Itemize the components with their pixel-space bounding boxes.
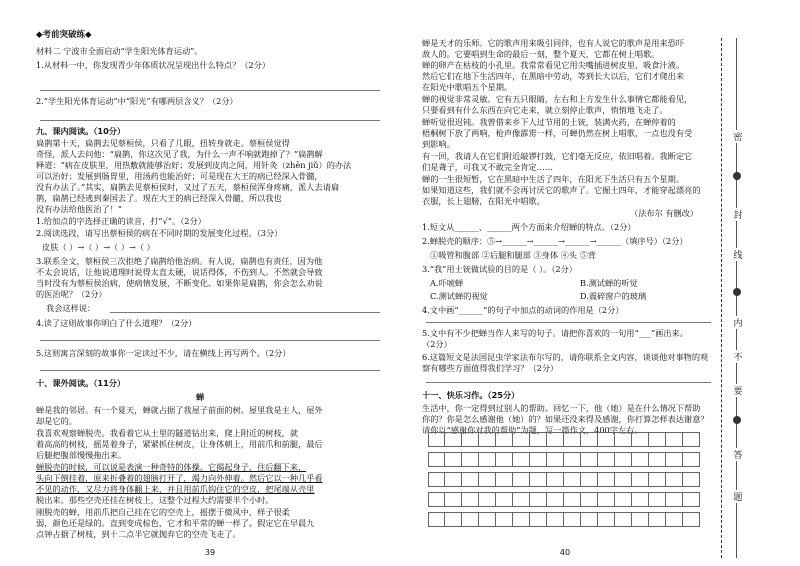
grid-cell[interactable] — [683, 492, 700, 507]
binding-dot — [733, 416, 741, 424]
grid-cell[interactable] — [547, 432, 564, 447]
grid-row — [428, 472, 700, 487]
grid-cell[interactable] — [479, 432, 496, 447]
answer-line — [40, 90, 380, 91]
margin-char: 不 — [731, 350, 745, 363]
grid-cell[interactable] — [632, 512, 649, 527]
grid-cell[interactable] — [683, 472, 700, 487]
margin-char: 封 — [731, 208, 745, 221]
grid-cell[interactable] — [530, 432, 547, 447]
margin-char: 题 — [731, 490, 745, 503]
passage-title: 蝉 — [196, 392, 205, 402]
answer-line — [426, 382, 711, 383]
margin-char: 线 — [731, 248, 745, 261]
grid-cell[interactable] — [666, 512, 683, 527]
grid-cell[interactable] — [479, 512, 496, 527]
grid-cell[interactable] — [564, 492, 581, 507]
grid-cell[interactable] — [445, 472, 462, 487]
binding-line — [721, 38, 722, 558]
right-page: 蝉是天才的乐师。它的歌声用来吸引同伴，也有人说它的歌声是用来恐吓 敌人的。它要唱到生命的最后一刻，整个夏天，它都在树上唱歌。 蝉的卵产在枯枝的小孔里。我常常看见它用尖嘴插进树皮里，吸食汁液。 然后它们在地下生活四年，在黑暗中劳动，等到长大以后，它们才爬出来 在阳光中歌唱五个星期。 蝉的视觉非常灵敏。它有五只眼睛，左右和上方发生什么事情它都能看见， 只要看到有什么东西在向它走来，就立刻停止歌声，悄悄地飞走了。 蝉听觉很迟钝。我曾借来乡下人过节用的土铳，装满火药，在蝉停着的 梧桐树下放了两响，枪声像霹雳一样，可蝉仍然在树上唱歌，一点也没有受 到影响。 有一回，我请人在它们附近敲锣打鼓，它们毫无反应，依旧唱着。我断定它 们是聋子，可我又不敢完全肯定…… 蝉的一生很短暂，它在黑暗中生活了四年，在阳光下生活只有五个星期。 如果知道这些，我们就不会再讨厌它的歌声了。它掘土四年，才能穿起漂亮的 衣服，长上翅膀，在阳光中唱歌。 （法布尔 有删改） 1.短文从______、______两个方面来介绍蝉的特点。（2分） 2.蝉脱壳的顺序：⑤→______→______→______→______（填序号）（2分） ①吸管和腹部 ②后腿和腿部 ③身体 ④头 ⑤背 3.“我”用土铳做试验的目的是（ ）。（2分） A.吓唬蝉 B.测试蝉的听觉 C.测试蝉的视觉 D.震碎窗户的玻璃 4.文中画“______”的句子中加点的动词的作用是（2分） 5.文中有不少把蝉当作人来写的句子。请把你喜欢的一句用“___”画出来。 （2分） 6.这篇短文是法国昆虫学家法布尔写的，请你联系全文内容，谈谈他对事物的观 察有哪些方面值得我们学习？（2分） 十一、快乐习作。（25分） 生活中，你一定得到过别人的帮助。回忆一下，他（她）是在什么情况下帮助 你的？你是怎么感谢他（她）的？如果还没来得及感谢，你打算怎样表达谢意？ 请你以“感谢你对我的帮助”为题，写一篇作文，400字左右。 40 — [400, 0, 718, 566]
grid-cell[interactable] — [445, 512, 462, 527]
grid-cell[interactable] — [649, 512, 666, 527]
question-9-5: 5.这则寓言深刻的故事你一定读过不少，请在横线上再写两个。（2分） — [36, 348, 291, 358]
margin-char: 要 — [731, 384, 745, 397]
grid-cell[interactable] — [564, 472, 581, 487]
passage-source: （法布尔 有删改） — [630, 208, 699, 218]
grid-cell[interactable] — [496, 512, 513, 527]
grid-cell[interactable] — [666, 492, 683, 507]
option-d: D.震碎窗户的玻璃 — [580, 291, 647, 301]
grid-cell[interactable] — [462, 452, 479, 467]
grid-cell[interactable] — [530, 512, 547, 527]
grid-cell[interactable] — [615, 512, 632, 527]
composition-grid[interactable] — [428, 432, 700, 527]
grid-cell[interactable] — [496, 492, 513, 507]
page-number: 40 — [559, 548, 571, 557]
grid-cell[interactable] — [530, 492, 547, 507]
answer-line — [426, 322, 711, 323]
grid-cell[interactable] — [666, 432, 683, 447]
grid-cell[interactable] — [445, 432, 462, 447]
question-10-6-cont: 察有哪些方面值得我们学习？（2分） — [422, 363, 559, 373]
grid-cell[interactable] — [479, 472, 496, 487]
question-9-2: 2.阅读选段，请写出蔡桓侯的病在不同时期的发展变化过程。（3分） — [36, 228, 283, 238]
grid-cell[interactable] — [462, 472, 479, 487]
answer-line — [40, 120, 380, 121]
grid-cell[interactable] — [581, 492, 598, 507]
grid-cell[interactable] — [632, 452, 649, 467]
question-10-5: 5.文中有不少把蝉当作人来写的句子。请把你喜欢的一句用“___”画出来。 — [422, 328, 688, 338]
grid-cell[interactable] — [513, 492, 530, 507]
answer-line — [110, 312, 380, 313]
grid-cell[interactable] — [615, 452, 632, 467]
question-10-6: 6.这篇短文是法国昆虫学家法布尔写的，请你联系全文内容，谈谈他对事物的观 — [422, 352, 709, 362]
grid-cell[interactable] — [564, 432, 581, 447]
grid-cell[interactable] — [513, 472, 530, 487]
grid-cell[interactable] — [632, 432, 649, 447]
grid-cell[interactable] — [530, 472, 547, 487]
grid-cell[interactable] — [598, 452, 615, 467]
grid-cell[interactable] — [462, 512, 479, 527]
section-11-title: 十一、快乐习作。（25分） — [422, 390, 520, 400]
grid-cell[interactable] — [445, 492, 462, 507]
grid-cell[interactable] — [683, 452, 700, 467]
answer-line — [40, 370, 380, 371]
grid-cell[interactable] — [598, 432, 615, 447]
question-10-2: 2.蝉脱壳的顺序：⑤→______→______→______→______（填序号）（2分） — [422, 236, 688, 246]
question-2: 2.“学生阳光体育运动”中“阳光”有哪两层含义？（2分） — [36, 96, 238, 106]
page-number: 39 — [204, 548, 216, 557]
grid-cell[interactable] — [615, 472, 632, 487]
section-9-title: 九、课内阅读。（10分） — [36, 126, 126, 136]
grid-row — [428, 452, 700, 467]
question-10-1: 1.短文从______、______两个方面来介绍蝉的特点。（2分） — [422, 222, 636, 232]
grid-cell[interactable] — [581, 432, 598, 447]
grid-row — [428, 432, 700, 447]
material-two: 材料二 宁波市全面启动“学生阳光体育运动”。 — [36, 46, 203, 56]
grid-cell[interactable] — [666, 472, 683, 487]
grid-cell[interactable] — [428, 492, 445, 507]
grid-cell[interactable] — [547, 452, 564, 467]
grid-cell[interactable] — [581, 512, 598, 527]
margin-char: 内 — [731, 316, 745, 329]
answer-line — [40, 340, 380, 341]
grid-cell[interactable] — [649, 432, 666, 447]
grid-cell[interactable] — [445, 452, 462, 467]
grid-cell[interactable] — [615, 492, 632, 507]
section-10-title: 十、课外阅读。（11分） — [36, 378, 126, 388]
option-c: C.测试蝉的视觉 — [430, 291, 488, 301]
grid-cell[interactable] — [496, 432, 513, 447]
question-10-2-options: ①吸管和腹部 ②后腿和腿部 ③身体 ④头 ⑤背 — [430, 250, 596, 260]
option-b: B.测试蝉的听觉 — [580, 278, 638, 288]
grid-cell[interactable] — [513, 452, 530, 467]
margin-char: 密 — [731, 130, 745, 143]
binding-dot — [733, 172, 741, 180]
grid-cell[interactable] — [479, 452, 496, 467]
grid-cell[interactable] — [428, 512, 445, 527]
grid-cell[interactable] — [683, 512, 700, 527]
question-9-1: 1.给加点的字选择正确的读音，打“√”。（2分） — [36, 216, 206, 226]
grid-cell[interactable] — [683, 432, 700, 447]
grid-cell[interactable] — [581, 452, 598, 467]
grid-cell[interactable] — [649, 452, 666, 467]
grid-cell[interactable] — [496, 472, 513, 487]
grid-cell[interactable] — [513, 432, 530, 447]
grid-cell[interactable] — [564, 512, 581, 527]
grid-cell[interactable] — [547, 472, 564, 487]
question-10-3: 3.“我”用土铳做试验的目的是（ ）。（2分） — [422, 264, 577, 274]
grid-cell[interactable] — [479, 492, 496, 507]
section-header: ◆考前突破练◆ — [36, 30, 92, 40]
grid-cell[interactable] — [428, 432, 445, 447]
grid-cell[interactable] — [564, 452, 581, 467]
question-10-4: 4.文中画“______”的句子中加点的动词的作用是（2分） — [422, 305, 624, 315]
grid-cell[interactable] — [513, 512, 530, 527]
question-1: 1.从材料一中，你发现青少年体质状况呈现出什么特点？（2分） — [36, 60, 271, 70]
grid-row — [428, 512, 700, 527]
grid-cell[interactable] — [649, 492, 666, 507]
grid-cell[interactable] — [632, 492, 649, 507]
grid-cell[interactable] — [462, 492, 479, 507]
grid-cell[interactable] — [581, 472, 598, 487]
question-10-5-score: （2分） — [422, 339, 452, 349]
grid-cell[interactable] — [428, 452, 445, 467]
option-a: A.吓唬蝉 — [430, 278, 464, 288]
grid-cell[interactable] — [598, 512, 615, 527]
grid-cell[interactable] — [666, 452, 683, 467]
grid-cell[interactable] — [462, 432, 479, 447]
margin-char: 答 — [731, 448, 745, 461]
grid-cell[interactable] — [530, 452, 547, 467]
grid-cell[interactable] — [547, 492, 564, 507]
grid-cell[interactable] — [632, 472, 649, 487]
question-9-3-prompt: 我会这样说： — [46, 303, 96, 313]
grid-cell[interactable] — [598, 492, 615, 507]
grid-cell[interactable] — [598, 472, 615, 487]
binding-border — [736, 38, 737, 558]
grid-row — [428, 492, 700, 507]
question-9-4: 4.读了这则故事你明白了什么道理？（2分） — [36, 318, 197, 328]
question-9-2-blanks: 皮肤（ ）→（ ）→（ ）→（ ） — [42, 242, 155, 252]
grid-cell[interactable] — [428, 472, 445, 487]
grid-cell[interactable] — [649, 472, 666, 487]
grid-cell[interactable] — [496, 452, 513, 467]
grid-cell[interactable] — [615, 432, 632, 447]
left-page: ◆考前突破练◆ 材料二 宁波市全面启动“学生阳光体育运动”。 1.从材料一中，你发现青少年体质状况呈现出什么特点？（2分） 2.“学生阳光体育运动”中“阳光”有哪两层含义？（2分） 九、课内阅读。（10分） 扁鹊第十天，扁鹊去见蔡桓侯，只看了几眼，扭转身就走。蔡桓侯觉得 奇怪，派人去问他：“扁鹊，你这次见了我，为什么一声不响就跑掉了？”扁鹊解 释道：“病在皮肤里，用热敷就能够治好；发展到皮肉之间，用针灸（zhēn jiǔ）的办法 可以治好；发展到肠胃里，用汤药也能治好；可是现在大王的病已经深入骨髓， 没有办法了。”其实，扁鹊去见蔡桓侯时，又过了五天，蔡桓侯浑身疼痛，派人去请扁 鹊，扁鹊已经逃到秦国去了。现在大王的病已经深入骨髓，所以我也 没有办法给他医治了！” 1.给加点的字选择正确的读音，打“√”。（2分） 2.阅读选段，请写出蔡桓侯的病在不同时期的发展变化过程。（3分） 皮肤（ ）→（ ）→（ ）→（ ） 3.联系全文，蔡桓侯三次拒绝了扁鹊给他治病。有人说，扁鹊也有责任，因为他 不太会说话，让他说道理时说得太直太硬，说话得体，不伤到人。不然就会导致 当时没有为蔡桓侯治病，使病情发展，不断变化。如果你是扁鹊，你会怎么劝说 的医治呢？（2分） 我会这样说： 4.读了这则故事你明白了什么道理？（2分） 5.这则寓言深刻的故事你一定读过不少，请在横线上再写两个。（2分） 十、课外阅读。（11分） 蝉 蝉是我的邻居。有一个夏天，蝉就占据了我屋子前面的树。屋里我是主人，屋外 却是它的。 我喜欢观察蝉脱壳。我看着它从土里的隧道钻出来，爬上附近的树枝，就 着高高的树枝，摇晃着身子，紧紧抓住树皮，让身体朝上，用前爪和前腿，最后 后腿把腹部慢慢拖出来。 蝉脱壳的时候，可以说是表演一种奇特的体操。它揭起身子，往后翻下来， 头向下倒挂着，原来折叠着的翅膀打开了，竭力向外伸着。然后它以一种几乎看 不见的动作，又尽力将身体翻上来，并且用前爪钩住它的空皮，把尾端从壳里 脱出来。那些空壳还挂在树枝上，这整个过程大约需要半个小时。 刚脱壳的蝉，用前爪把自己挂在它的空壳上，摇摆于微风中，样子很柔 弱，颜色还是绿的。直到变成棕色，它才和平常的蝉一样了。假定它在早晨九 点钟占据了树枝，到十二点半它就抛弃它的空壳飞走了。 39 — [0, 0, 400, 566]
binding-dot — [733, 288, 741, 296]
grid-cell[interactable] — [547, 512, 564, 527]
